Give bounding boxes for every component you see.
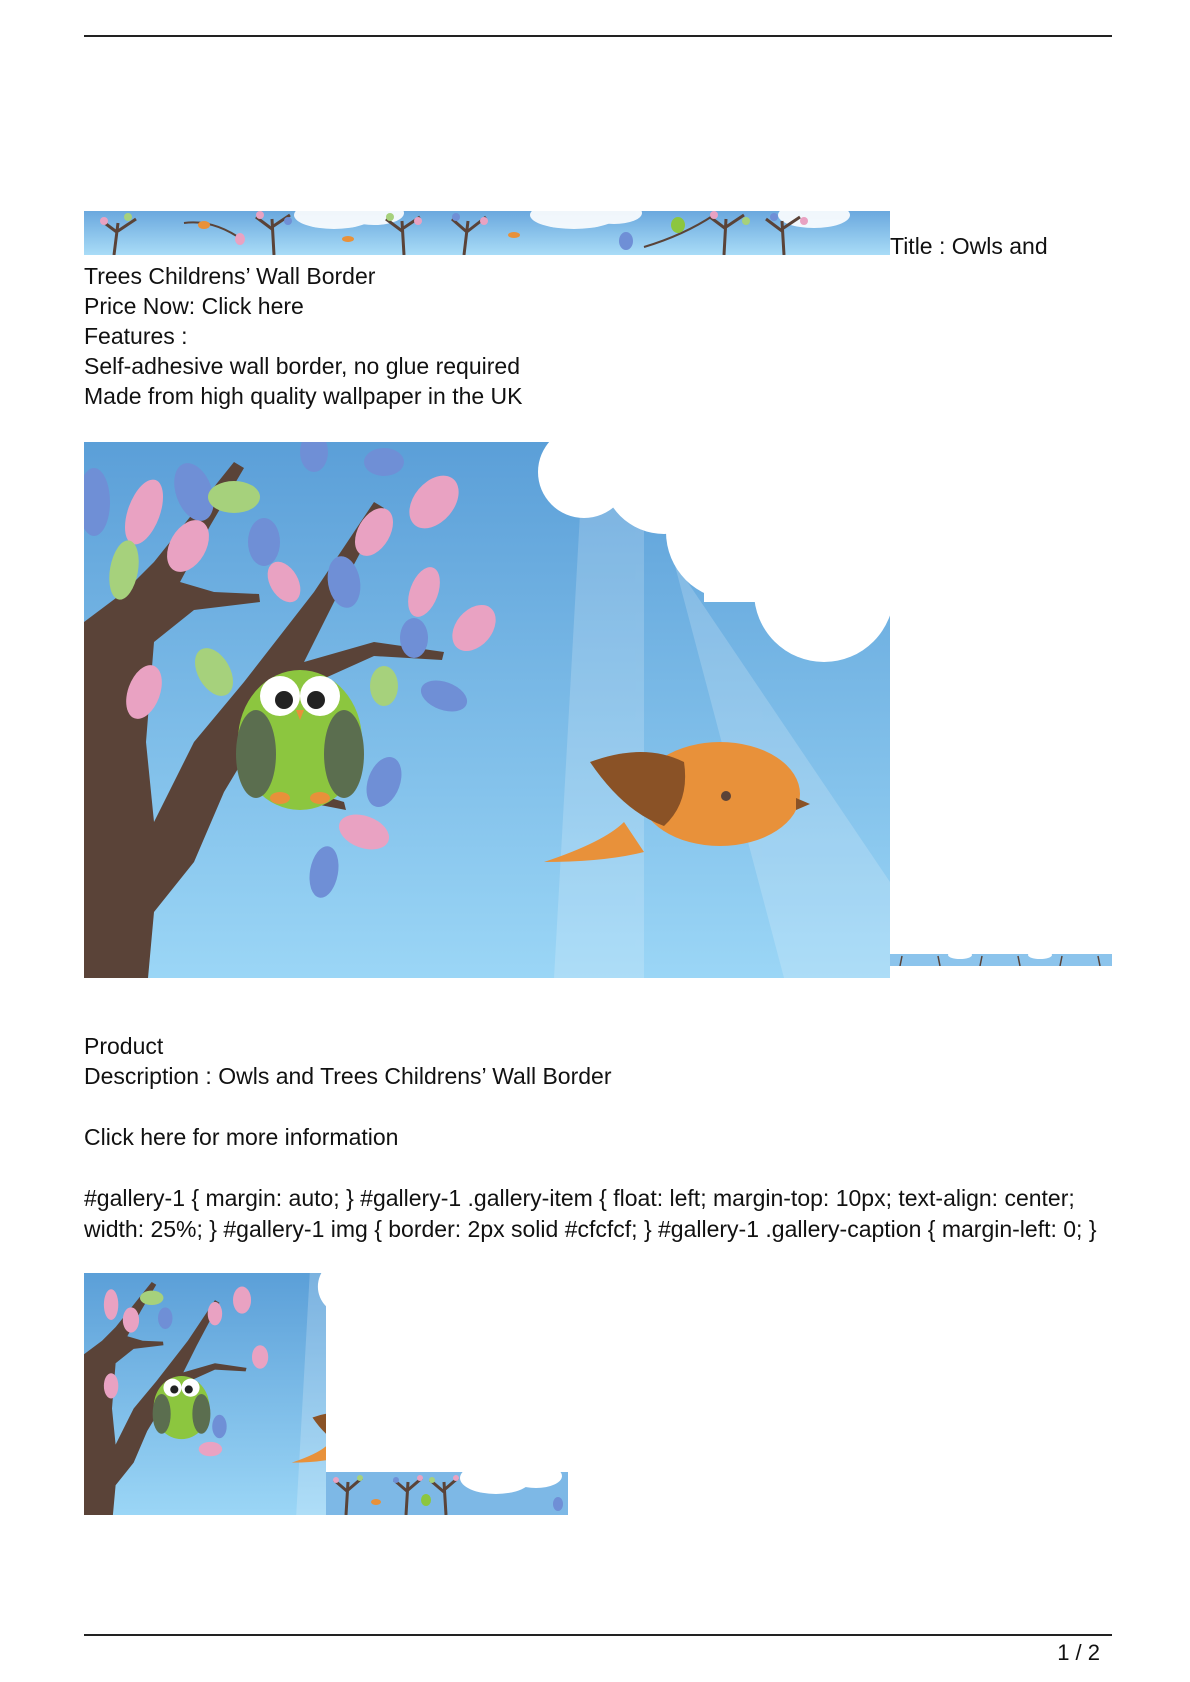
product-description: Description : Owls and Trees Childrens’ Wall Border: [84, 1063, 612, 1089]
gallery-thumbnail-main[interactable]: [84, 1273, 326, 1515]
header-rule: [84, 35, 1112, 37]
price-link[interactable]: Price Now: Click here: [84, 293, 304, 319]
gallery-thumbnail-border[interactable]: [326, 1472, 568, 1515]
title-line-end: Trees Childrens’ Wall Border: [84, 263, 376, 289]
feature-item: Made from high quality wallpaper in the UK: [84, 383, 523, 409]
feature-item: Self-adhesive wall border, no glue required: [84, 353, 520, 379]
gallery-css-text: #gallery-1 { margin: auto; } #gallery-1 .gallery-item { float: left; margin-top: 10px; text-align: center; width: 25%; } #gallery-1 img { border: 2px solid #cfcfcf; } #gallery-1 .gallery-caption { margin-left: 0; }: [84, 1185, 1097, 1242]
product-label: Product: [84, 1033, 164, 1059]
more-info-link[interactable]: Click here for more information: [84, 1124, 399, 1150]
features-heading: Features :: [84, 323, 188, 349]
page-number: 1 / 2: [1057, 1640, 1100, 1665]
border-thumbnail-small[interactable]: [890, 954, 1112, 966]
footer-rule: [84, 1634, 1112, 1636]
product-main-image[interactable]: [84, 442, 890, 978]
border-banner-image[interactable]: [84, 211, 890, 255]
title-line-start: Title : Owls and: [890, 233, 1048, 259]
